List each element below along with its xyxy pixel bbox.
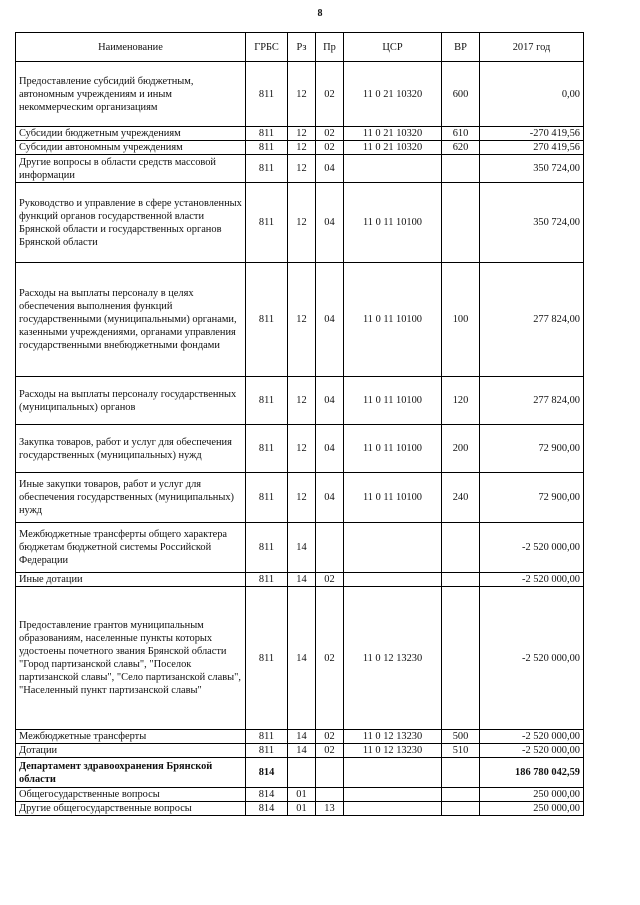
row-pr: 02	[316, 127, 344, 141]
row-pr: 04	[316, 183, 344, 263]
header-year: 2017 год	[480, 33, 584, 62]
row-pr: 04	[316, 263, 344, 377]
table-row	[16, 788, 584, 802]
table-row	[16, 523, 584, 573]
table-row	[16, 263, 584, 377]
row-pr: 04	[316, 155, 344, 183]
budget-table	[15, 32, 584, 816]
row-vr: 200	[442, 425, 480, 473]
row-rz: 12	[288, 155, 316, 183]
row-amount: 350 724,00	[480, 155, 584, 183]
row-rz: 01	[288, 788, 316, 802]
table-row	[16, 587, 584, 730]
row-amount: 0,00	[480, 62, 584, 127]
row-vr	[442, 155, 480, 183]
row-rz: 12	[288, 141, 316, 155]
row-csr: 11 0 21 10320	[344, 62, 442, 127]
table-row	[16, 377, 584, 425]
header-pr: Пр	[316, 33, 344, 62]
row-name: Расходы на выплаты персоналу государственных (муниципальных) органов	[16, 377, 246, 425]
header-rz: Рз	[288, 33, 316, 62]
table-row	[16, 155, 584, 183]
row-vr: 510	[442, 744, 480, 758]
row-pr: 04	[316, 473, 344, 523]
row-grbs: 814	[246, 788, 288, 802]
table-row	[16, 473, 584, 523]
row-rz: 12	[288, 127, 316, 141]
row-grbs: 811	[246, 127, 288, 141]
row-grbs: 811	[246, 62, 288, 127]
row-rz: 14	[288, 523, 316, 573]
row-grbs: 811	[246, 523, 288, 573]
row-name: Межбюджетные трансферты общего характера бюджетам бюджетной системы Российской Федерации	[16, 523, 246, 573]
row-pr	[316, 523, 344, 573]
row-csr: 11 0 12 13230	[344, 730, 442, 744]
table-row	[16, 744, 584, 758]
row-vr	[442, 573, 480, 587]
row-vr	[442, 758, 480, 788]
row-name: Межбюджетные трансферты	[16, 730, 246, 744]
row-pr: 02	[316, 587, 344, 730]
row-pr	[316, 788, 344, 802]
row-csr: 11 0 11 10100	[344, 473, 442, 523]
table-row	[16, 127, 584, 141]
row-grbs: 814	[246, 802, 288, 816]
row-name: Предоставление грантов муниципальным образованиям, населенные пункты которых удостоены почетного звания Брянской области "Город партизанской славы", "Поселок партизанской славы", "Село партизанской славы", "Населенный пункт партизанской славы"	[16, 587, 246, 730]
row-grbs: 811	[246, 141, 288, 155]
row-name: Дотации	[16, 744, 246, 758]
row-csr	[344, 155, 442, 183]
row-pr	[316, 758, 344, 788]
table-row	[16, 425, 584, 473]
row-csr	[344, 573, 442, 587]
row-vr: 610	[442, 127, 480, 141]
row-pr: 02	[316, 744, 344, 758]
row-grbs: 811	[246, 744, 288, 758]
row-grbs: 811	[246, 183, 288, 263]
row-pr: 02	[316, 62, 344, 127]
table-row	[16, 62, 584, 127]
row-csr	[344, 758, 442, 788]
row-csr: 11 0 11 10100	[344, 425, 442, 473]
row-amount: -2 520 000,00	[480, 573, 584, 587]
page-number: 8	[317, 8, 323, 19]
row-vr: 620	[442, 141, 480, 155]
table-row	[16, 802, 584, 816]
row-grbs: 811	[246, 263, 288, 377]
header-row	[16, 33, 584, 62]
row-amount: -2 520 000,00	[480, 523, 584, 573]
row-pr: 04	[316, 425, 344, 473]
row-vr: 600	[442, 62, 480, 127]
row-grbs: 814	[246, 758, 288, 788]
row-amount: 270 419,56	[480, 141, 584, 155]
row-amount: 277 824,00	[480, 377, 584, 425]
row-vr: 120	[442, 377, 480, 425]
row-csr: 11 0 12 13230	[344, 744, 442, 758]
table-row	[16, 183, 584, 263]
row-vr	[442, 523, 480, 573]
row-name: Закупка товаров, работ и услуг для обеспечения государственных (муниципальных) нужд	[16, 425, 246, 473]
row-name: Расходы на выплаты персоналу в целях обеспечения выполнения функций государственными (муниципальными) органами, казенными учреждениями, органами управления государственными внебюджетными фондами	[16, 263, 246, 377]
row-rz: 12	[288, 183, 316, 263]
row-rz: 14	[288, 730, 316, 744]
row-grbs: 811	[246, 587, 288, 730]
row-vr	[442, 802, 480, 816]
row-rz	[288, 758, 316, 788]
row-rz: 12	[288, 473, 316, 523]
row-amount: 186 780 042,59	[480, 758, 584, 788]
row-pr: 13	[316, 802, 344, 816]
header-vr: ВР	[442, 33, 480, 62]
row-csr	[344, 788, 442, 802]
row-amount: 72 900,00	[480, 473, 584, 523]
row-grbs: 811	[246, 425, 288, 473]
row-name: Предоставление субсидий бюджетным, автономным учреждениям и иным некоммерческим организациям	[16, 62, 246, 127]
table-row	[16, 758, 584, 788]
row-vr: 500	[442, 730, 480, 744]
row-amount: 250 000,00	[480, 788, 584, 802]
row-amount: 72 900,00	[480, 425, 584, 473]
row-rz: 14	[288, 573, 316, 587]
row-rz: 01	[288, 802, 316, 816]
row-name: Департамент здравоохранения Брянской области	[16, 758, 246, 788]
row-csr: 11 0 12 13230	[344, 587, 442, 730]
row-vr	[442, 183, 480, 263]
row-csr: 11 0 11 10100	[344, 183, 442, 263]
row-amount: 350 724,00	[480, 183, 584, 263]
row-csr: 11 0 11 10100	[344, 377, 442, 425]
row-amount: -2 520 000,00	[480, 730, 584, 744]
row-csr: 11 0 21 10320	[344, 141, 442, 155]
row-csr	[344, 523, 442, 573]
row-rz: 12	[288, 263, 316, 377]
row-name: Руководство и управление в сфере установленных функций органов государственной власти Брянской области и государственных органов Брянской области	[16, 183, 246, 263]
row-name: Другие общегосударственные вопросы	[16, 802, 246, 816]
table-row	[16, 141, 584, 155]
row-amount: -2 520 000,00	[480, 744, 584, 758]
row-grbs: 811	[246, 573, 288, 587]
row-name: Другие вопросы в области средств массовой информации	[16, 155, 246, 183]
row-vr	[442, 788, 480, 802]
row-amount: 277 824,00	[480, 263, 584, 377]
row-csr: 11 0 21 10320	[344, 127, 442, 141]
row-name: Общегосударственные вопросы	[16, 788, 246, 802]
row-rz: 14	[288, 587, 316, 730]
row-vr: 240	[442, 473, 480, 523]
row-csr: 11 0 11 10100	[344, 263, 442, 377]
row-rz: 14	[288, 744, 316, 758]
row-grbs: 811	[246, 377, 288, 425]
row-rz: 12	[288, 377, 316, 425]
row-pr: 02	[316, 573, 344, 587]
row-amount: -2 520 000,00	[480, 587, 584, 730]
row-name: Иные дотации	[16, 573, 246, 587]
row-rz: 12	[288, 62, 316, 127]
table-row	[16, 573, 584, 587]
row-amount: 250 000,00	[480, 802, 584, 816]
row-pr: 02	[316, 141, 344, 155]
header-grbs: ГРБС	[246, 33, 288, 62]
table-row	[16, 730, 584, 744]
row-vr	[442, 587, 480, 730]
row-vr: 100	[442, 263, 480, 377]
header-name: Наименование	[16, 33, 246, 62]
row-grbs: 811	[246, 473, 288, 523]
row-pr: 02	[316, 730, 344, 744]
header-csr: ЦСР	[344, 33, 442, 62]
row-amount: -270 419,56	[480, 127, 584, 141]
row-grbs: 811	[246, 730, 288, 744]
table-body	[16, 62, 584, 816]
row-name: Субсидии автономным учреждениям	[16, 141, 246, 155]
row-grbs: 811	[246, 155, 288, 183]
row-name: Иные закупки товаров, работ и услуг для обеспечения государственных (муниципальных) нужд	[16, 473, 246, 523]
row-rz: 12	[288, 425, 316, 473]
row-name: Субсидии бюджетным учреждениям	[16, 127, 246, 141]
row-csr	[344, 802, 442, 816]
row-pr: 04	[316, 377, 344, 425]
